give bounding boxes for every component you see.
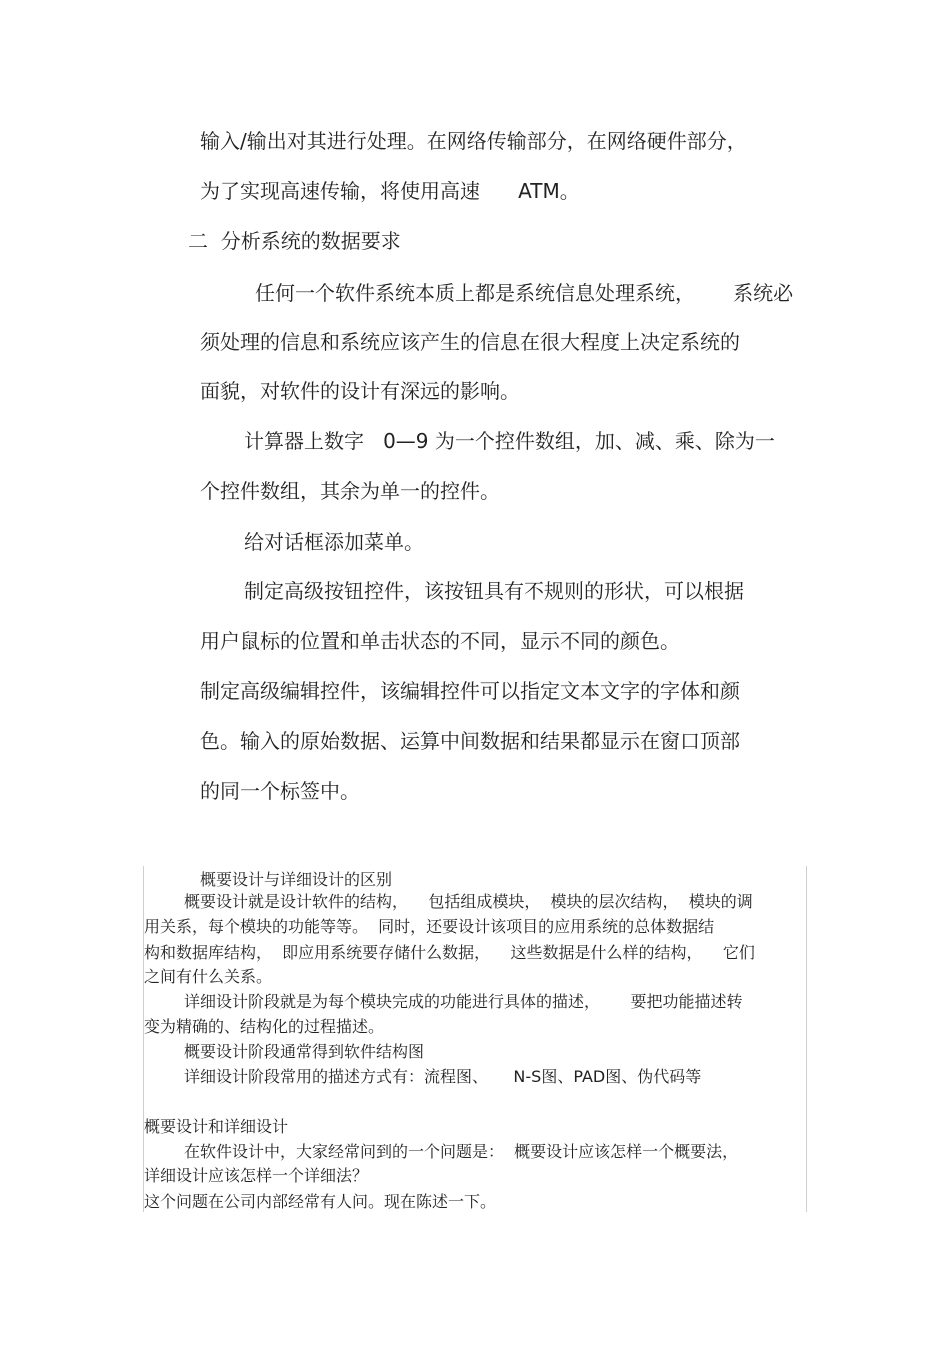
text-line: 构和数据库结构， 即应用系统要存储什么数据， 这些数据是什么样的结构， 它们 <box>144 943 755 962</box>
text-line: 在软件设计中，大家经常问到的一个问题是： 概要设计应该怎样一个概要法， <box>184 1142 739 1161</box>
text-line: 之间有什么关系。 <box>144 967 273 986</box>
text-line: 色。输入的原始数据、运算中间数据和结果都显示在窗口顶部 <box>200 729 740 753</box>
text-line: 计算器上数字 0—9 为一个控件数组，加、减、乘、除为一 <box>244 429 775 453</box>
text-line: 制定高级按钮控件，该按钮具有不规则的形状，可以根据 <box>244 579 744 603</box>
text-line: 概要设计就是设计软件的结构， 包括组成模块， 模块的层次结构， 模块的调 <box>184 892 753 911</box>
block-title: 概要设计与详细设计的区别 <box>200 870 393 889</box>
section-heading: 概要设计和详细设计 <box>144 1117 289 1136</box>
text-line: 用关系，每个模块的功能等等。 同时，还要设计该项目的应用系统的总体数据结 <box>144 917 715 936</box>
text-line: 用户鼠标的位置和单击状态的不同，显示不同的颜色。 <box>200 629 680 653</box>
text-line: 个控件数组，其余为单一的控件。 <box>200 479 500 503</box>
text-line: 变为精确的、结构化的过程描述。 <box>144 1017 385 1036</box>
right-border-line <box>806 866 807 1212</box>
section-heading: 二 分析系统的数据要求 <box>188 229 401 253</box>
text-line: 任何一个软件系统本质上都是系统信息处理系统， 系统必 <box>255 281 794 305</box>
text-line: 须处理的信息和系统应该产生的信息在很大程度上决定系统的 <box>200 330 740 354</box>
text-line: 详细设计阶段常用的描述方式有：流程图、 N-S图、PAD图、伪代码等 <box>184 1067 702 1086</box>
text-line: 这个问题在公司内部经常有人问。现在陈述一下。 <box>144 1192 497 1211</box>
text-line: 概要设计阶段通常得到软件结构图 <box>184 1042 425 1061</box>
text-line: 的同一个标签中。 <box>200 779 360 803</box>
text-line: 详细设计应该怎样一个详细法？ <box>144 1166 369 1185</box>
text-line: 输入/输出对其进行处理。在网络传输部分，在网络硬件部分， <box>200 129 747 153</box>
text-line: 详细设计阶段就是为每个模块完成的功能进行具体的描述， 要把功能描述转 <box>184 992 743 1011</box>
text-line: 制定高级编辑控件，该编辑控件可以指定文本文字的字体和颜 <box>200 679 740 703</box>
text-line: 为了实现高速传输，将使用高速 ATM。 <box>200 179 580 203</box>
text-line: 给对话框添加菜单。 <box>244 530 424 554</box>
text-line: 面貌，对软件的设计有深远的影响。 <box>200 379 520 403</box>
